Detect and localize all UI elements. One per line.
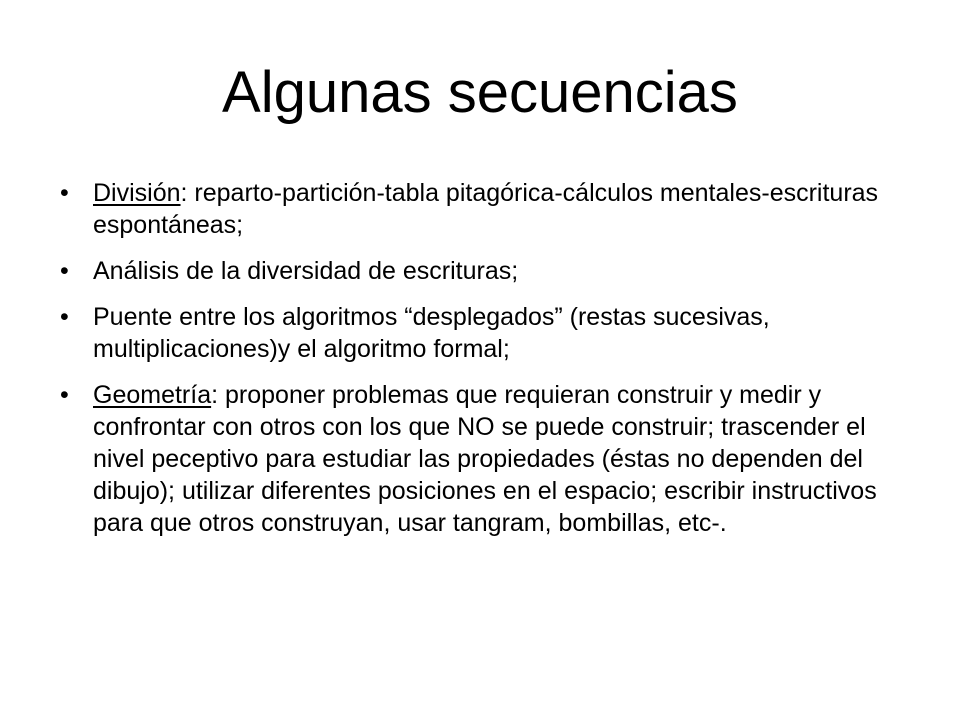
bullet-item-geometria <box>60 379 910 539</box>
bullet-text-analisis: Análisis de la diversidad de escrituras; <box>93 257 519 285</box>
bullet-lead-division: División <box>93 179 181 207</box>
bullet-lead-geometria: Geometría <box>93 381 212 409</box>
bullet-text-geometria: : proponer problemas que requieran construir y medir y confrontar con otros con los que NO se puede construir; trascender el nivel peceptivo para estudiar las propiedades (éstas no dependen del dibujo); utilizar diferentes posiciones en el espacio; escribir instructivos para que otros construyan, usar tangram, bombillas, etc-. <box>93 381 877 537</box>
bullet-item-analisis <box>60 255 910 287</box>
bullet-list <box>60 177 910 553</box>
bullet-item-puente <box>60 301 910 365</box>
bullet-text-puente: Puente entre los algoritmos “desplegados” (restas sucesivas, multiplicaciones)y el algoritmo formal; <box>93 303 770 363</box>
bullet-item-division <box>60 177 910 241</box>
bullet-text-division: : reparto-partición-tabla pitagórica-cálculos mentales-escrituras espontáneas; <box>93 179 879 239</box>
slide-title: Algunas secuencias <box>222 60 738 125</box>
